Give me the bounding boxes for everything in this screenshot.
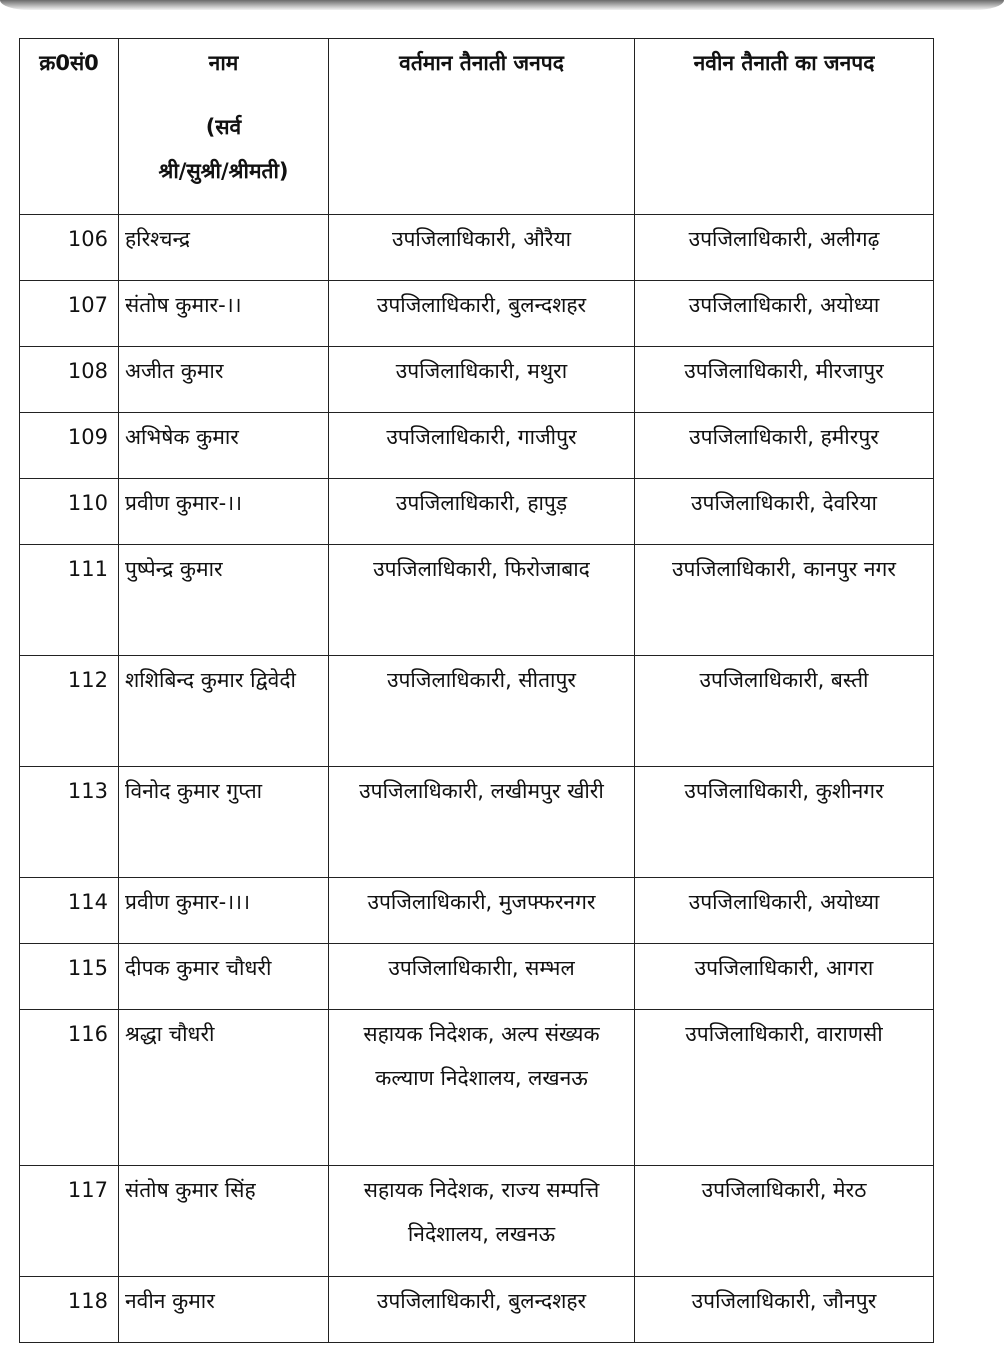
serial-number-cell: 116 [20, 1010, 119, 1166]
current-posting-cell: उपजिलाधिकारी, गाजीपुर [329, 413, 635, 479]
header-name-title: नाम [208, 51, 239, 75]
serial-number-cell: 112 [20, 656, 119, 767]
name-cell: शशिबिन्द कुमार द्विवेदी [119, 656, 329, 767]
header-name-honorifics: श्री/सुश्री/श्रीमती) [158, 159, 289, 183]
name-cell: अजीत कुमार [119, 347, 329, 413]
current-posting-cell: उपजिलाधिकारी, बुलन्दशहर [329, 1277, 635, 1343]
name-cell: हरिश्चन्द्र [119, 215, 329, 281]
new-posting-cell: उपजिलाधिकारी, अयोध्या [635, 878, 934, 944]
table-row [20, 545, 934, 656]
current-posting-cell: उपजिलाधिकारी, फिरोजाबाद [329, 545, 635, 656]
new-posting-cell: उपजिलाधिकारी, कुशीनगर [635, 767, 934, 878]
table-row [20, 767, 934, 878]
serial-number-cell: 110 [20, 479, 119, 545]
serial-number-cell: 109 [20, 413, 119, 479]
new-posting-cell: उपजिलाधिकारी, कानपुर नगर [635, 545, 934, 656]
serial-number-cell: 115 [20, 944, 119, 1010]
serial-number-cell: 113 [20, 767, 119, 878]
name-cell: संतोष कुमार सिंह [119, 1166, 329, 1277]
table-row [20, 944, 934, 1010]
current-posting-cell: उपजिलाधिकारी, मुजफ्फरनगर [329, 878, 635, 944]
table-row [20, 215, 934, 281]
serial-number-cell: 108 [20, 347, 119, 413]
top-edge-shadow [0, 0, 1004, 10]
serial-number-cell: 117 [20, 1166, 119, 1277]
new-posting-cell: उपजिलाधिकारी, मीरजापुर [635, 347, 934, 413]
table-row [20, 1010, 934, 1166]
header-serial-number: क्र0सं0 [20, 39, 119, 215]
serial-number-cell: 107 [20, 281, 119, 347]
name-cell: श्रद्धा चौधरी [119, 1010, 329, 1166]
serial-number-cell: 114 [20, 878, 119, 944]
current-posting-cell: उपजिलाधिकारी, हापुड़ [329, 479, 635, 545]
transfer-table [19, 38, 934, 1343]
current-posting-cell: उपजिलाधिकारी, बुलन्दशहर [329, 281, 635, 347]
current-posting-cell: सहायक निदेशक, अल्प संख्यक कल्याण निदेशालय, लखनऊ [329, 1010, 635, 1166]
table-row [20, 479, 934, 545]
table-row [20, 347, 934, 413]
header-name [119, 39, 329, 215]
name-cell: प्रवीण कुमार-।। [119, 479, 329, 545]
table-row [20, 656, 934, 767]
name-cell: अभिषेक कुमार [119, 413, 329, 479]
serial-number-cell: 106 [20, 215, 119, 281]
current-posting-cell: उपजिलाधिकारी, लखीमपुर खीरी [329, 767, 635, 878]
current-posting-cell: उपजिलाधिकारी, औरैया [329, 215, 635, 281]
current-posting-cell: उपजिलाधिकारी, मथुरा [329, 347, 635, 413]
name-cell: प्रवीण कुमार-।।। [119, 878, 329, 944]
new-posting-cell: उपजिलाधिकारी, मेरठ [635, 1166, 934, 1277]
table-row [20, 413, 934, 479]
new-posting-cell: उपजिलाधिकारी, जौनपुर [635, 1277, 934, 1343]
header-new-posting: नवीन तैनाती का जनपद [635, 39, 934, 215]
current-posting-cell: सहायक निदेशक, राज्य सम्पत्ति निदेशालय, लखनऊ [329, 1166, 635, 1277]
header-current-posting: वर्तमान तैनाती जनपद [329, 39, 635, 215]
new-posting-cell: उपजिलाधिकारी, बस्ती [635, 656, 934, 767]
name-cell: संतोष कुमार-।। [119, 281, 329, 347]
new-posting-cell: उपजिलाधिकारी, देवरिया [635, 479, 934, 545]
current-posting-cell: उपजिलाधिकारीा, सम्भल [329, 944, 635, 1010]
name-cell: नवीन कुमार [119, 1277, 329, 1343]
header-name-prefix: (सर्व [205, 115, 242, 139]
table-row [20, 1277, 934, 1343]
name-cell: दीपक कुमार चौधरी [119, 944, 329, 1010]
serial-number-cell: 111 [20, 545, 119, 656]
new-posting-cell: उपजिलाधिकारी, अलीगढ़ [635, 215, 934, 281]
new-posting-cell: उपजिलाधिकारी, वाराणसी [635, 1010, 934, 1166]
table-row [20, 1166, 934, 1277]
name-cell: विनोद कुमार गुप्ता [119, 767, 329, 878]
table-row [20, 878, 934, 944]
new-posting-cell: उपजिलाधिकारी, आगरा [635, 944, 934, 1010]
new-posting-cell: उपजिलाधिकारी, अयोध्या [635, 281, 934, 347]
name-cell: पुष्पेन्द्र कुमार [119, 545, 329, 656]
current-posting-cell: उपजिलाधिकारी, सीतापुर [329, 656, 635, 767]
table-header-row [20, 39, 934, 215]
new-posting-cell: उपजिलाधिकारी, हमीरपुर [635, 413, 934, 479]
serial-number-cell: 118 [20, 1277, 119, 1343]
table-row [20, 281, 934, 347]
